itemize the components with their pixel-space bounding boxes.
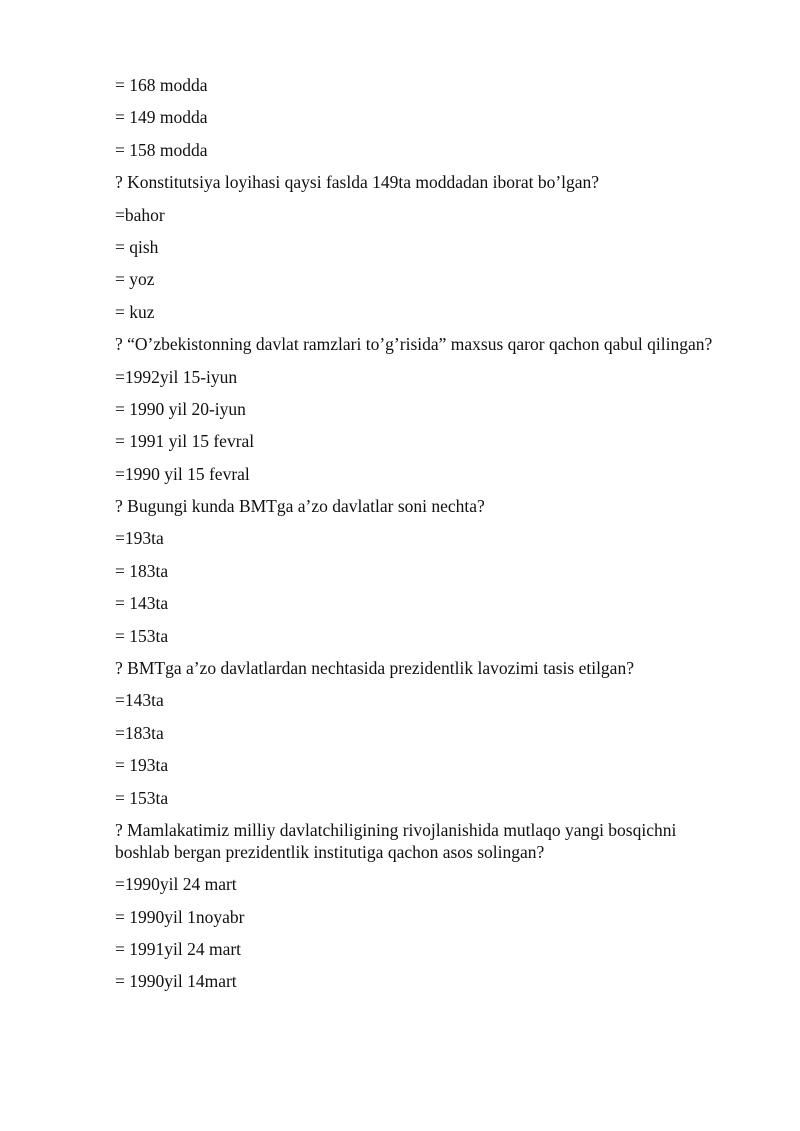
answer-option: =193ta xyxy=(115,528,164,549)
answer-option: = 168 modda xyxy=(115,75,208,95)
answer-option: = qish xyxy=(115,236,159,257)
question-line: ? Bugungi kunda BMTga a’zo davlatlar soni nechta? xyxy=(115,496,485,517)
question-line: ? “O’zbekistonning davlat ramzlari to’g’risida” maxsus qaror qachon qabul qilingan? xyxy=(115,334,713,355)
answer-option: = 153ta xyxy=(115,787,169,808)
document-page xyxy=(115,75,735,1004)
answer-option: = 149 modda xyxy=(115,107,208,128)
answer-option: =bahor xyxy=(115,204,165,225)
question-line: ? Mamlakatimiz milliy davlatchiligining rivojlanishida mutlaqo yangi bosqichni boshlab bergan prezidentlik institutiga qachon asos solingan? xyxy=(115,819,677,862)
answer-option: =1992yil 15-iyun xyxy=(115,366,238,387)
answer-option: = 143ta xyxy=(115,593,169,614)
answer-option: = 1990yil 14mart xyxy=(115,971,237,992)
answer-option: =183ta xyxy=(115,722,164,743)
answer-option: = 153ta xyxy=(115,625,169,646)
answer-option: = yoz xyxy=(115,269,155,290)
answer-option: =143ta xyxy=(115,690,164,711)
answer-option: = kuz xyxy=(115,301,155,322)
answer-option: =1990yil 24 mart xyxy=(115,874,237,895)
answer-option: = 158 modda xyxy=(115,139,208,160)
answer-option: = 1991yil 24 mart xyxy=(115,938,242,959)
answer-option: = 1990 yil 20-iyun xyxy=(115,398,246,419)
answer-option: = 183ta xyxy=(115,560,169,581)
question-line: ? Konstitutsiya loyihasi qaysi faslda 149ta moddadan iborat bo’lgan? xyxy=(115,172,600,193)
question-line: ? BMTga a’zo davlatlardan nechtasida prezidentlik lavozimi tasis etilgan? xyxy=(115,658,634,679)
answer-option: = 1991 yil 15 fevral xyxy=(115,431,255,452)
answer-option: =1990 yil 15 fevral xyxy=(115,463,250,484)
answer-option: = 1990yil 1noyabr xyxy=(115,906,245,927)
answer-option: = 193ta xyxy=(115,755,169,776)
